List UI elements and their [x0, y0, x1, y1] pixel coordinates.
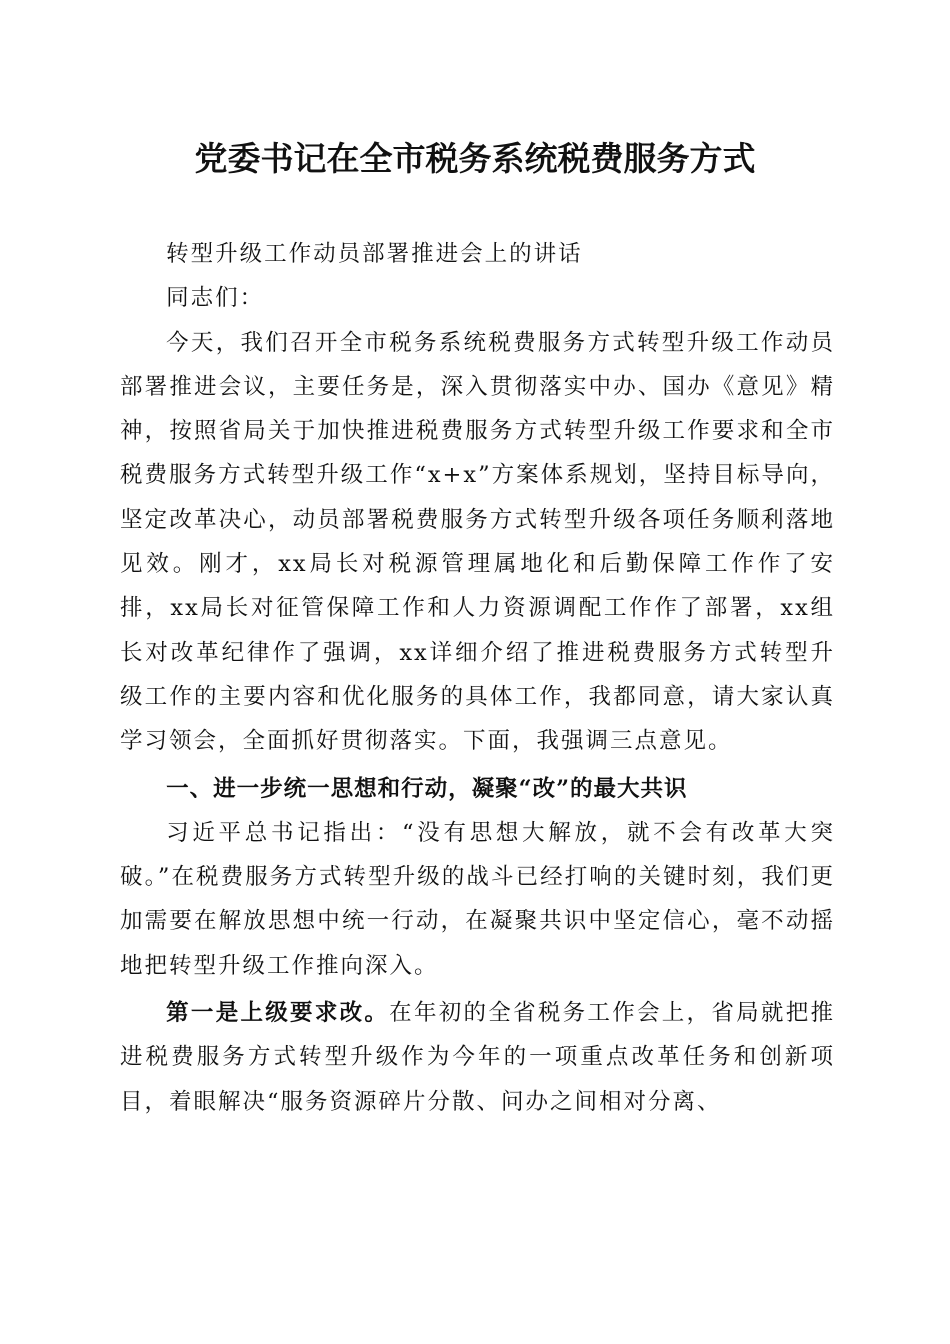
document-body — [120, 232, 835, 1124]
section-paragraph: 习近平总书记指出：“没有思想大解放，就不会有改革大突破。”在税费服务方式转型升级的战斗已经打响的关键时刻，我们更加需要在解放思想中统一行动，在凝聚共识中坚定信心，毫不动摇地把转型升级工作推向深入。 — [120, 819, 835, 979]
intro-paragraph: 今天，我们召开全市税务系统税费服务方式转型升级工作动员部署推进会议，主要任务是，深入贯彻落实中办、国办《意见》精神，按照省局关于加快推进税费服务方式转型升级工作要求和全市税费服务方式转型升级工作“x+x”方案体系规划，坚持目标导向，坚定改革决心，动员部署税费服务方式转型升级各项任务顺利落地见效。刚才，xx局长对税源管理属地化和后勤保障工作作了安排，xx局长对征管保障工作和人力资源调配工作作了部署，xx组长对改革纪律作了强调，xx详细介绍了推进税费服务方式转型升级工作的主要内容和优化服务的具体工作，我都同意，请大家认真学习领会，全面抓好贯彻落实。下面，我强调三点意见。 — [120, 329, 835, 755]
section-heading: 一、进一步统一思想和行动，凝聚“改”的最大共识 — [166, 775, 688, 802]
document-title: 党委书记在全市税务系统税费服务方式 — [194, 139, 756, 178]
point-lead: 第一是上级要求改。 — [166, 1000, 390, 1027]
salutation: 同志们： — [166, 285, 265, 312]
section-paragraph-point — [120, 991, 835, 1124]
point-text: 在年初的全省税务工作会上，省局就把推进税费服务方式转型升级作为今年的一项重点改革任务和创新项目，着眼解决“服务资源碎片分散、问办之间相对分离、 — [120, 1000, 835, 1115]
subtitle-line: 转型升级工作动员部署推进会上的讲话 — [166, 241, 583, 267]
